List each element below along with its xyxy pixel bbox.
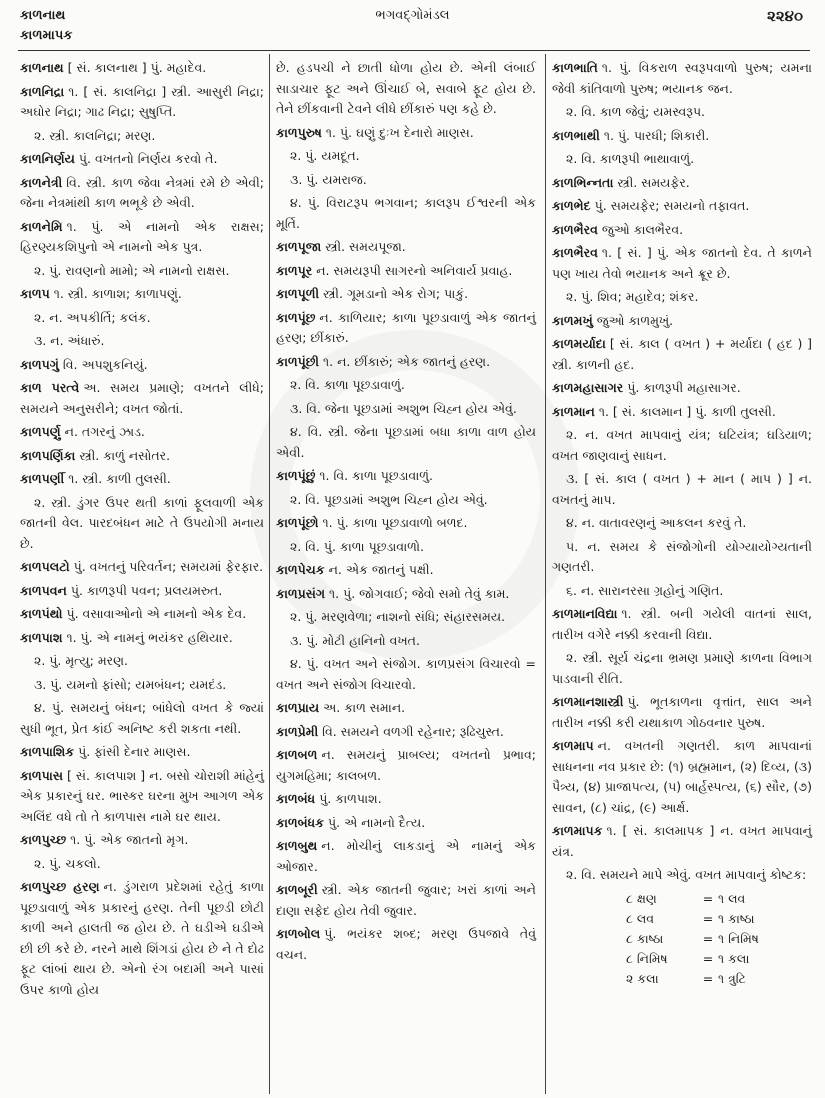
definition-text: ૩. પું. મોટી હાનિનો વખત. xyxy=(290,632,420,648)
headword: કાળભાથી xyxy=(552,127,600,143)
definition-text: પું. સમયફેર; સમયનો તફાવત. xyxy=(594,198,750,213)
dictionary-entry xyxy=(552,736,812,818)
definition-text: પું. વખતનું પરિવર્તન; સમયમાં ફેરફાર. xyxy=(73,559,264,574)
headword: કાળપર્ણી xyxy=(20,471,65,486)
headword: કાળપર્ણિકા xyxy=(20,447,76,463)
definition-text: ૨. વિ. પું. કાળા પૂછડાવાળો. xyxy=(290,538,424,554)
headword: કાળનેમિ xyxy=(20,218,63,234)
headword: કાળનિર્ણય xyxy=(20,151,75,166)
headword: કાળપગું xyxy=(20,356,59,372)
headword: કાળ પરત્વે xyxy=(20,380,80,395)
definition-text: ૧. સ્ત્રી. કાળાશ; કાળાપણું. xyxy=(53,286,182,301)
column-divider xyxy=(545,54,546,1094)
headword: કાળબૂરી xyxy=(276,882,318,897)
dictionary-entry xyxy=(20,378,264,419)
definition-text: ૧. [ સં. ] પું. એક જાતનો દેવ. તે કાળને પણ ખાય તેવો ભયાનક અને ક્રૂર છે. xyxy=(552,245,812,281)
definition-text: ૧. પું. પારધી; શિકારી. xyxy=(603,127,710,143)
definition-text: ૨. પું. શિવ; મહાદેવ; શંકર. xyxy=(566,289,699,304)
headword: કાળપુચ્છ xyxy=(20,832,67,847)
entry-sense xyxy=(20,651,264,672)
entry-sense xyxy=(276,490,536,511)
definition-text: ન. ડુંગરાળ પ્રદેશમાં રહેતું કાળા પૂછડાવાળું એક પ્રકારનું હરણ. તેની પૂછડી છોટી કાળી અને હાલતી જ હોય છે. તે ઘડીએ ઘડીએ છી છી કરે છે. નરને માથે શિંગડાં હોય છે ને તે દોઢ ફૂટ લાંબાં થાય છે. એનો રંગ બદામી અને પાસાં ઉપર કાળો હોય xyxy=(20,879,265,997)
definition-text: ૧. પું. ઘણું દુઃખ દેનારો માણસ. xyxy=(325,124,474,140)
dictionary-entry xyxy=(20,557,264,578)
dictionary-entry xyxy=(276,466,536,487)
header-rule xyxy=(18,50,810,51)
column-1 xyxy=(20,58,264,1003)
definition-text: ૬. ન. સારાનરસા ગ્રહોનું ગણિત. xyxy=(566,582,724,598)
entry-sense xyxy=(276,422,536,463)
definition-text: ૨. વિ. કાળ જેવું; યમસ્વરૂપ. xyxy=(566,104,706,119)
book-title: ભગવદ્ગોમંડલ xyxy=(375,8,450,23)
headword: કાળપલટો xyxy=(20,559,70,574)
entry-sense xyxy=(276,170,536,191)
entry-sense xyxy=(552,513,812,534)
definition-text: જુઓ કાલભૈરવ. xyxy=(601,221,684,237)
entry-sense xyxy=(276,654,536,695)
headword: કાળપાશિક xyxy=(20,744,75,759)
dictionary-entry xyxy=(276,123,536,144)
definition-text: પું. કાળરૂપી પવન; પ્રલયમરુત. xyxy=(70,582,223,598)
headword: કાળપૂજા xyxy=(276,239,322,254)
dictionary-entry xyxy=(276,237,536,258)
definition-text: વિ. અપશુકનિયું. xyxy=(62,356,148,372)
definition-text: પું. કાળપાશ. xyxy=(319,791,382,806)
entry-sense xyxy=(276,537,536,558)
definition-text: સ્ત્રી. એક જાતની જુવાર; ખરાં કાળાં અને દાણા સફેદ હોય તેવી જુવાર. xyxy=(276,882,536,918)
guide-word-first: કાળનાથ xyxy=(20,8,66,23)
dictionary-entry xyxy=(552,334,812,375)
definition-text: ૧. પું. એ નામનું ભયંકર હથિયાર. xyxy=(66,629,233,645)
entry-sense xyxy=(552,102,812,123)
headword: કાળપુચ્છ હરણ xyxy=(20,879,100,894)
headword: કાળપ્રેમી xyxy=(276,723,319,739)
definition-text: ૩. ન. અંધારું. xyxy=(34,333,105,348)
definition-text: અ. કાળ સમાન. xyxy=(323,700,406,715)
entry-sense xyxy=(20,261,264,282)
headword: કાળમાપક xyxy=(552,823,603,838)
headword: કાળપાસ xyxy=(20,767,63,783)
definition-text: ન. વખતની ગણતરી. કાળ માપવાનાં સાધનના નવ પ્રકાર છે: (૧) બ્રહ્મમાન, (૨) દિવ્ય, (૩) પૈત્ર્ય, (૪) પ્રાજાપત્ય, (૫) બાર્હસ્પત્ય, (૬) સૌર, (૭) સાવન, (૮) ચાંદ્ર, (૯) આર્ક્ષ. xyxy=(552,738,812,815)
entry-sense xyxy=(276,631,536,652)
definition-text: છે. હડપચી ને છાતી ધોળા હોય છે. એની લંબાઈ સાડાચાર ફૂટ અને ઊંચાઈ બે, સવાબે ફૂટ હોય છે. તેને છીંકવાની ટેવને લીધે છીંકારું પણ કહે છે. xyxy=(276,60,536,116)
definition-text: ૪. ન. વાતાવરણનું આકલન કરવું તે. xyxy=(566,515,747,530)
unit-to: ૧ કાષ્ઠા xyxy=(718,910,755,926)
dictionary-entry xyxy=(552,692,812,733)
headword: કાળમાપ xyxy=(552,738,594,753)
headword: કાળપૂંછી xyxy=(276,353,319,369)
dictionary-entry xyxy=(20,766,264,828)
definition-text: ૩. વિ. જેના પૂછડામાં અશુભ ચિહ્ન હોય એવું. xyxy=(290,400,517,416)
dictionary-entry xyxy=(552,821,812,862)
definition-text: જુઓ કાળમુખું. xyxy=(596,312,674,328)
headword: કાળપંથો xyxy=(20,606,63,621)
headword: કાળબળ xyxy=(276,747,318,762)
definition-text: ૧. [ સં. કાલમાપક ] ન. વખત માપવાનું યંત્ર. xyxy=(552,823,812,859)
dictionary-entry xyxy=(20,742,264,763)
entry-sense xyxy=(20,854,264,875)
definition-text: ૪. પું. વિરાટરૂપ ભગવાન; કાલરૂપ ઈશ્વરની એક મૂર્તિ. xyxy=(276,195,536,231)
dictionary-entry xyxy=(276,560,536,581)
headword: કાળમહાસાગર xyxy=(552,380,624,395)
definition-text: ૨. સ્ત્રી. કાલનિદ્રા; મરણ. xyxy=(34,127,156,143)
definition-text: પું. વખતનો નિર્ણય કરવો તે. xyxy=(78,151,218,166)
entry-sense xyxy=(552,865,812,886)
unit-to: ૧ લવ xyxy=(718,890,746,906)
table-row xyxy=(626,889,812,909)
entry-sense xyxy=(552,149,812,170)
unit-from: ૮ નિમિષ xyxy=(626,950,668,966)
dictionary-entry xyxy=(276,880,536,921)
dictionary-entry xyxy=(20,628,264,649)
column-3 xyxy=(552,58,812,989)
definition-text: ૪. પું. સમયનું બંધન; બાંધેલો વખત કે જ્યાં સુધી ભૂત, પ્રેત કાંઈ અનિષ્ટ કરી શકતા નથી. xyxy=(20,700,264,736)
dictionary-entry xyxy=(276,352,536,373)
definition-text: ૪. વિ. સ્ત્રી. જેના પૂછડામાં બધા કાળા વાળ હોય એવી. xyxy=(276,424,536,460)
definition-text: [ સં. કાલપાશ ] ન. બસો ચોરાશી માંહેનું એક પ્રકારનું ઘર. ભાસ્કર ઘરના મુખ આગળ એક અલિંદ વધે તો તે કાળપાસ નામે ઘર થાય. xyxy=(20,767,264,824)
headword: કાળપાશ xyxy=(20,629,63,645)
definition-text: ૩. પું. યમનો ફાંસો; યમબંધન; યમદંડ. xyxy=(34,676,227,692)
table-row xyxy=(626,929,812,949)
headword: કાળનિદ્રા xyxy=(20,83,65,99)
definition-text: ન. મોચીનું લાકડાનું એ નામનું એક ઓજાર. xyxy=(276,838,536,874)
headword: કાળપ xyxy=(20,286,50,301)
dictionary-entry xyxy=(276,261,536,282)
column-2 xyxy=(276,58,536,968)
dictionary-entry xyxy=(552,126,812,147)
entry-sense xyxy=(552,581,812,602)
definition-text: ૨. વિ. પૂછડામાં અશુભ ચિહ્ન હોય એવું. xyxy=(290,491,488,507)
entry-sense xyxy=(552,537,812,578)
entry-sense xyxy=(552,287,812,308)
dictionary-entry xyxy=(552,173,812,194)
definition-text: ૪. પું. વખત અને સંજોગ. કાળપ્રસંગ વિચારવો = વખત અને સંજોગ વિચારવો. xyxy=(276,656,536,692)
entry-sense xyxy=(552,425,812,466)
dictionary-entry xyxy=(20,217,264,258)
dictionary-entry xyxy=(20,284,264,305)
dictionary-entry xyxy=(276,308,536,349)
headword: કાળમાનશાસ્ત્રી xyxy=(552,694,624,709)
dictionary-entry xyxy=(552,604,812,645)
definition-text: વિ. સમયને વળગી રહેનાર; રૂઢિચુસ્ત. xyxy=(322,723,504,739)
headword: કાળભિન્નતા xyxy=(552,174,614,190)
entry-sense xyxy=(276,193,536,234)
dictionary-entry xyxy=(276,813,536,834)
definition-text: સ્ત્રી. કાળું નસોતર. xyxy=(79,447,171,463)
dictionary-entry xyxy=(552,378,812,399)
unit-from: ૨ કલા xyxy=(626,970,659,986)
headword: કાળમાન xyxy=(552,403,595,419)
dictionary-entry xyxy=(20,469,264,490)
definition-text: સ્ત્રી. ગૂમડાનો એક રોગ; પાકું. xyxy=(323,286,469,301)
dictionary-entry xyxy=(552,243,812,284)
headword: કાળભેદ xyxy=(552,198,591,213)
entry-sense xyxy=(276,607,536,628)
dictionary-entry xyxy=(276,722,536,743)
headword: કાળમાનવિદ્યા xyxy=(552,606,618,621)
headword: કાળપર્ણુ xyxy=(20,424,61,439)
dictionary-entry xyxy=(552,196,812,217)
definition-text: ૨. વિ. કાળરૂપી ભાથાવાળું. xyxy=(566,151,695,166)
dictionary-entry xyxy=(552,58,812,99)
unit-to: ૧ ત્રુટિ xyxy=(718,970,746,986)
definition-text: પું. ફાંસી દેનાર માણસ. xyxy=(78,744,191,759)
definition-text: ૨. પું. યમદૂત. xyxy=(290,148,360,163)
entry-sense xyxy=(20,308,264,329)
definition-text: ૧. પું. કાળા પૂછડાવાળો બળદ. xyxy=(322,515,468,530)
dictionary-entry xyxy=(552,220,812,241)
definition-text: ન. સમયરૂપી સાગરનો અનિવાર્ય પ્રવાહ. xyxy=(316,262,513,278)
headword: કાળભૈરવ xyxy=(552,245,598,260)
column-divider xyxy=(269,54,270,1094)
definition-text: ૨. પું. મૃત્યુ; મરણ. xyxy=(34,653,128,668)
definition-text: ૨. ન. વખત માપવાનું યંત્ર; ઘટિયંત્ર; ઘડિયાળ; વખત જાણવાનું સાધન. xyxy=(552,427,812,463)
entry-sense xyxy=(276,58,536,120)
dictionary-entry xyxy=(552,402,812,423)
headword: કાળનાથ xyxy=(20,60,64,75)
headword: કાળપૂર xyxy=(276,262,313,278)
definition-text: ૧. વિ. કાળા પૂછડાવાળું. xyxy=(319,468,434,483)
entry-sense xyxy=(276,146,536,167)
definition-text: ૧. [ સં. કાલમાન ] પું. કાળી તુલસી. xyxy=(598,403,776,419)
definition-text: ૨. વિ. કાળા પૂછડાવાળું. xyxy=(290,377,405,392)
entry-sense xyxy=(276,399,536,420)
headword: કાળબોલ xyxy=(276,926,321,941)
definition-text: ૧. સ્ત્રી. કાળી તુલસી. xyxy=(68,471,171,486)
definition-text: ૨. પું. ચકલો. xyxy=(34,855,101,871)
dictionary-entry xyxy=(276,698,536,719)
definition-text: સ્ત્રી. સમયપૂજા. xyxy=(325,239,406,254)
time-measure-table xyxy=(626,889,812,989)
entry-sense xyxy=(276,375,536,396)
definition-text: પું. ભયંકર શબ્દ; મરણ ઉપજાવે તેવું વચન. xyxy=(276,926,536,962)
definition-text: ૩. પું. યમરાજ. xyxy=(290,171,367,187)
dictionary-entry xyxy=(552,311,812,332)
definition-text: [ સં. કાલ ( વખત ) + મર્યાદા ( હદ ) ] સ્ત્રી. કાળની હદ. xyxy=(552,336,812,372)
dictionary-entry xyxy=(20,604,264,625)
definition-text: ૨. પું. મરણવેળા; નાશનો સંધિ; સંહારસમય. xyxy=(290,609,506,624)
definition-text: ૧. પું. વિકરાળ સ્વરૂપવાળો પુરુષ; યમના જેવી કાંતિવાળો પુરુષ; ભયાનક જન. xyxy=(552,60,812,96)
definition-text: ૧. પું. એ નામનો એક રાક્ષસ; હિરણ્યકશિપુનો એ નામનો એક પુત્ર. xyxy=(20,218,264,254)
definition-text: ૩. [ સં. કાલ ( વખત ) + માન ( માપ ) ] ન. વખતનું માપ. xyxy=(552,471,812,507)
headword: કાળભાતિ xyxy=(552,60,598,75)
dictionary-entry xyxy=(20,422,264,443)
equals-sign: = xyxy=(702,910,714,926)
dictionary-entry xyxy=(20,830,264,851)
dictionary-entry xyxy=(20,877,264,1000)
definition-text: ન. તગરનું ઝાડ. xyxy=(64,424,145,439)
unit-from: ૮ ક્ષણ xyxy=(626,890,657,906)
entry-sense xyxy=(20,698,264,739)
dictionary-entry xyxy=(276,789,536,810)
headword: કાળબંધ xyxy=(276,791,316,806)
definition-text: ૨. સ્ત્રી. ડુંગર ઉપર થતી કાળાં ફૂલવાળી એક જાતની વેલ. પારદબંધન માટે તે ઉપયોગી મનાય છે. xyxy=(20,494,264,551)
headword: કાળભૈરવ xyxy=(552,221,598,237)
dictionary-entry xyxy=(276,513,536,534)
definition-text: ન. સમયનું પ્રાબલ્ય; વખતનો પ્રભાવ; યુગમહિમા; કાલબળ. xyxy=(276,747,536,783)
unit-to: ૧ કલા xyxy=(718,950,750,966)
entry-sense xyxy=(20,675,264,696)
headword: કાળપૂળી xyxy=(276,286,320,301)
definition-text: સ્ત્રી. સમયફેર. xyxy=(617,174,690,190)
definition-text: પું. એ નામનો દૈત્ય. xyxy=(328,814,426,830)
headword: કાળમખું xyxy=(552,312,593,328)
headword: કાળબુથ xyxy=(276,838,318,853)
entry-sense xyxy=(20,493,264,555)
unit-to: ૧ નિમિષ xyxy=(718,930,759,946)
equals-sign: = xyxy=(702,890,714,906)
headword: કાળપ્રાય xyxy=(276,700,320,715)
page-number: ૨૨૪૦ xyxy=(767,7,803,25)
definition-text: ૧. પું. એક જાતનો મૃગ. xyxy=(70,832,189,847)
definition-text: પું. વસાવાઓનો એ નામનો એક દેવ. xyxy=(66,606,247,621)
headword: કાળપવન xyxy=(20,582,67,598)
equals-sign: = xyxy=(702,970,714,986)
equals-sign: = xyxy=(702,930,714,946)
definition-text: ૫. ન. સમય કે સંજોગોની યોગ્યાયોગ્યતાની ગણતરી. xyxy=(552,538,812,574)
table-row xyxy=(626,949,812,969)
dictionary-entry xyxy=(276,836,536,877)
definition-text: ૧. પું. જોગવાઈ; જેવો સમો તેવું કામ. xyxy=(329,585,510,601)
entry-sense xyxy=(20,331,264,352)
definition-text: ૧. ન. છીંકારું; એક જાતનું હરણ. xyxy=(323,353,491,369)
page-header xyxy=(0,6,825,52)
headword: કાળનેત્રી xyxy=(20,174,63,190)
headword: કાળપૂંછ xyxy=(276,309,316,325)
dictionary-entry xyxy=(276,745,536,786)
definition-text: પું. ભૂતકાળના વૃત્તાંત, સાલ અને તારીખ નક્કી કરી યથાકાળ ગોઠવનાર પુરુષ. xyxy=(552,694,812,730)
table-row xyxy=(626,969,812,989)
definition-text: ૨. પું. રાવણનો મામો; એ નામનો રાક્ષસ. xyxy=(34,262,230,278)
dictionary-entry xyxy=(20,355,264,376)
definition-text: ૨. સ્ત્રી. સૂર્ય ચંદ્રના ભ્રમણ પ્રમાણે કાળના વિભાગ પાડવાની રીતિ. xyxy=(552,650,812,686)
entry-sense xyxy=(552,648,812,689)
headword: કાળમર્યાદા xyxy=(552,336,606,351)
definition-text: ન. કાળિયાર; કાળા પૂછડાવાળું એક જાતનું હરણ; છીંકારું. xyxy=(276,309,536,345)
headword: કાળપ્રસંગ xyxy=(276,585,326,601)
guide-word-last: કાળમાપક xyxy=(20,28,73,43)
dictionary-entry xyxy=(20,149,264,170)
unit-from: ૮ કાષ્ઠા xyxy=(626,930,664,946)
dictionary-entry xyxy=(20,82,264,123)
dictionary-entry xyxy=(20,581,264,602)
dictionary-entry xyxy=(20,446,264,467)
headword: કાળપૂંછું xyxy=(276,468,316,483)
definition-text: અ. સમય પ્રમાણે; વખતને લીધે; સમયને અનુસરીને; વખત જોતાં. xyxy=(20,380,264,416)
entry-sense xyxy=(20,126,264,147)
definition-text: ન. એક જાતનું પક્ષી. xyxy=(328,562,434,577)
definition-text: ૧. [ સં. કાલનિદ્રા ] સ્ત્રી. આસુરી નિદ્રા; અઘોર નિદ્રા; ગાઢ નિદ્રા; સુષુપ્તિ. xyxy=(20,83,264,119)
headword: કાળપેચક xyxy=(276,562,325,577)
table-row xyxy=(626,909,812,929)
entry-sense xyxy=(552,469,812,510)
definition-text: ૧. સ્ત્રી. બની ગયેલી વાતનાં સાલ, તારીખ વગેરે નક્કી કરવાની વિદ્યા. xyxy=(552,606,812,642)
definition-text: ૨. ન. અપકીર્તિ; કલંક. xyxy=(34,309,151,325)
headword: કાળપુરુષ xyxy=(276,124,322,140)
definition-text: ૨. વિ. સમયને માપે એવું. વખત માપવાનું કોષ્ટક: xyxy=(566,867,807,882)
dictionary-entry xyxy=(276,284,536,305)
definition-text: વિ. સ્ત્રી. કાળ જેવા નેત્રમાં રમે છે એવી; જેના નેત્રમાંથી કાળ ભભૂકે છે એવી. xyxy=(20,174,264,210)
headword: કાળબંધક xyxy=(276,814,325,830)
equals-sign: = xyxy=(702,950,714,966)
dictionary-entry xyxy=(20,173,264,214)
headword: કાળપૂંછો xyxy=(276,515,319,530)
unit-from: ૮ લવ xyxy=(626,910,655,926)
definition-text: પું. કાળરૂપી મહાસાગર. xyxy=(627,380,741,395)
dictionary-entry xyxy=(276,584,536,605)
definition-text: [ સં. કાલનાથ ] પું. મહાદેવ. xyxy=(67,60,207,75)
dictionary-entry xyxy=(276,924,536,965)
dictionary-entry xyxy=(20,58,264,79)
